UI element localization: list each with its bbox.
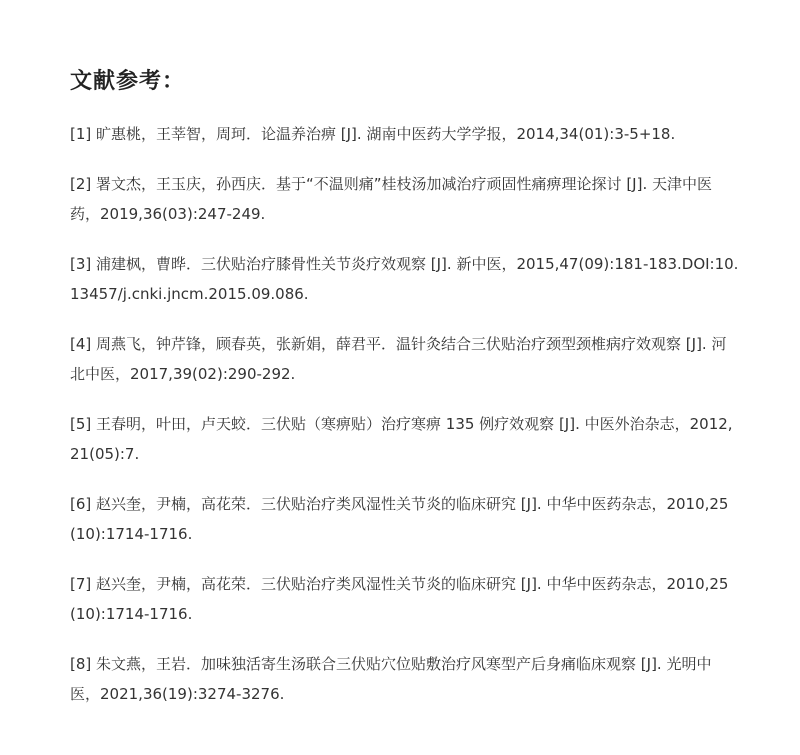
- reference-item-6: [6] 赵兴奎，尹楠，高花荣．三伏贴治疗类风湿性关节炎的临床研究 [J]. 中华中医药杂志，2010,25(10):1714-1716.: [70, 495, 729, 543]
- reference-item-5: [5] 王春明，叶田，卢天蛟．三伏贴（寒痹贴）治疗寒痹 135 例疗效观察 [J]. 中医外治杂志，2012,21(05):7.: [70, 415, 733, 463]
- reference-item-4: [4] 周燕飞，钟芹锋，顾春英，张新娟，薛君平．温针灸结合三伏贴治疗颈型颈椎病疗效观察 [J]. 河北中医，2017,39(02):290-292.: [70, 335, 727, 383]
- reference-item-8: [8] 朱文燕，王岩．加味独活寄生汤联合三伏贴穴位贴敷治疗风寒型产后身痛临床观察 [J]. 光明中医，2021,36(19):3274-3276.: [70, 655, 712, 703]
- references-heading: 文献参考：: [70, 69, 186, 94]
- reference-item-2: [2] 署文杰，王玉庆，孙西庆．基于“不温则痛”桂枝汤加减治疗顽固性痛痹理论探讨 [J]. 天津中医药，2019,36(03):247-249.: [70, 175, 712, 223]
- reference-item-3: [3] 浦建枫，曹晔．三伏贴治疗膝骨性关节炎疗效观察 [J]. 新中医，2015,47(09):181-183.DOI:10.13457/j.cnki.jncm.2015.09.086.: [70, 255, 739, 303]
- reference-item-1: [1] 旷惠桃，王莘智，周珂．论温养治痹 [J]. 湖南中医药大学学报，2014,34(01):3-5+18.: [70, 125, 676, 143]
- reference-list: [70, 119, 740, 729]
- reference-item-7: [7] 赵兴奎，尹楠，高花荣．三伏贴治疗类风湿性关节炎的临床研究 [J]. 中华中医药杂志，2010,25(10):1714-1716.: [70, 575, 729, 623]
